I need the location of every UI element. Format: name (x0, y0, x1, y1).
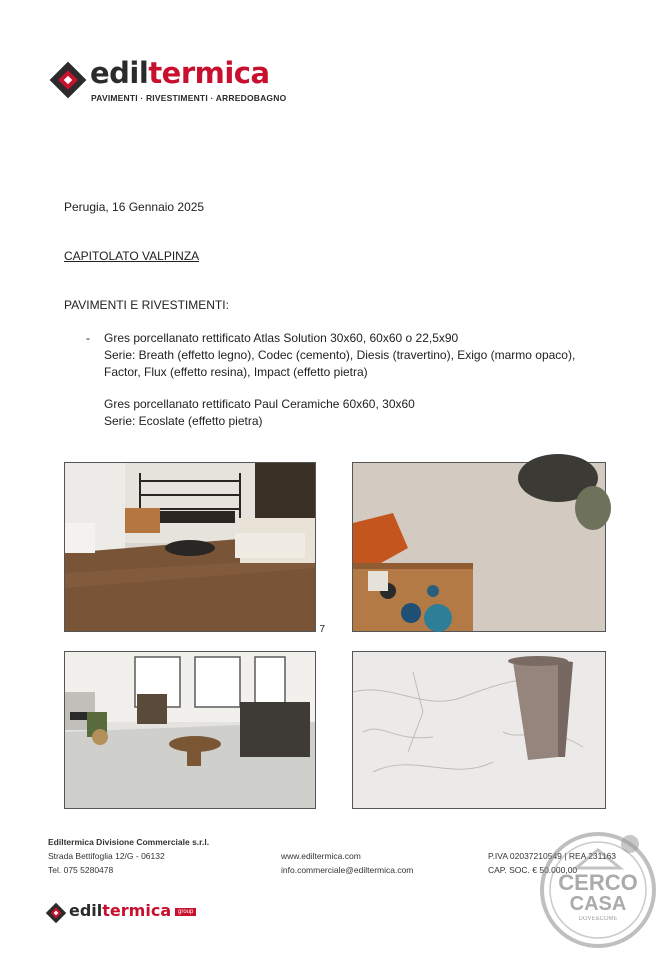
brand-name (90, 56, 270, 90)
photo-stone-overhead (352, 462, 606, 632)
header-logo (50, 56, 287, 110)
stamp-line2: CASA (569, 893, 627, 915)
footer-website[interactable]: www.ediltermica.com (281, 851, 361, 861)
footer-company: Ediltermica Divisione Commerciale s.r.l. (48, 837, 210, 847)
footer-brand-dark: edil (69, 901, 103, 920)
brand-red: termica (148, 56, 270, 90)
footer-capital: CAP. SOC. € 50.000,00 (488, 865, 578, 875)
footer-brand (69, 901, 171, 920)
footer-email[interactable]: info.commerciale@ediltermica.com (281, 865, 414, 875)
item1-line2: Serie: Breath (effetto legno), Codec (cemento), Diesis (travertino), Exigo (marmo opaco), (104, 348, 576, 362)
photo-mark: 7 (319, 624, 325, 635)
footer-brand-red: termica (102, 901, 172, 920)
footer-logo (46, 902, 206, 926)
brand-dark: edil (90, 56, 149, 90)
photo-wood-living-room (64, 462, 325, 635)
item1-line3: Factor, Flux (effetto resina), Impact (effetto pietra) (104, 365, 368, 379)
item2-line2: Serie: Ecoslate (effetto pietra) (104, 414, 263, 428)
stamp-line3: DOVE&COME (578, 916, 618, 922)
photo-marble-closeup (352, 651, 606, 809)
footer-address: Strada Bettifoglia 12/G - 06132 (48, 851, 165, 861)
diamond-logo-icon (46, 903, 66, 923)
footer-phone: Tel. 075 5280478 (48, 865, 114, 875)
list-bullet: - (86, 331, 90, 345)
footer-piva: P.IVA 02037210549 | REA 231163 (488, 851, 616, 861)
stamp-line1: CERCO (558, 870, 638, 895)
cerco-casa-watermark (538, 830, 658, 950)
footer-group-badge: group (175, 908, 196, 916)
item1-line1: Gres porcellanato rettificato Atlas Solution 30x60, 60x60 o 22,5x90 (104, 331, 459, 345)
place-date: Perugia, 16 Gennaio 2025 (64, 200, 205, 214)
brand-tagline: PAVIMENTI · RIVESTIMENTI · ARREDOBAGNO (91, 93, 287, 103)
section-heading: PAVIMENTI E RIVESTIMENTI: (64, 298, 229, 312)
diamond-logo-icon (50, 62, 86, 98)
item2-line1: Gres porcellanato rettificato Paul Ceramiche 60x60, 30x60 (104, 397, 415, 411)
document-title: CAPITOLATO VALPINZA (64, 249, 200, 263)
photo-light-interior (64, 651, 316, 809)
